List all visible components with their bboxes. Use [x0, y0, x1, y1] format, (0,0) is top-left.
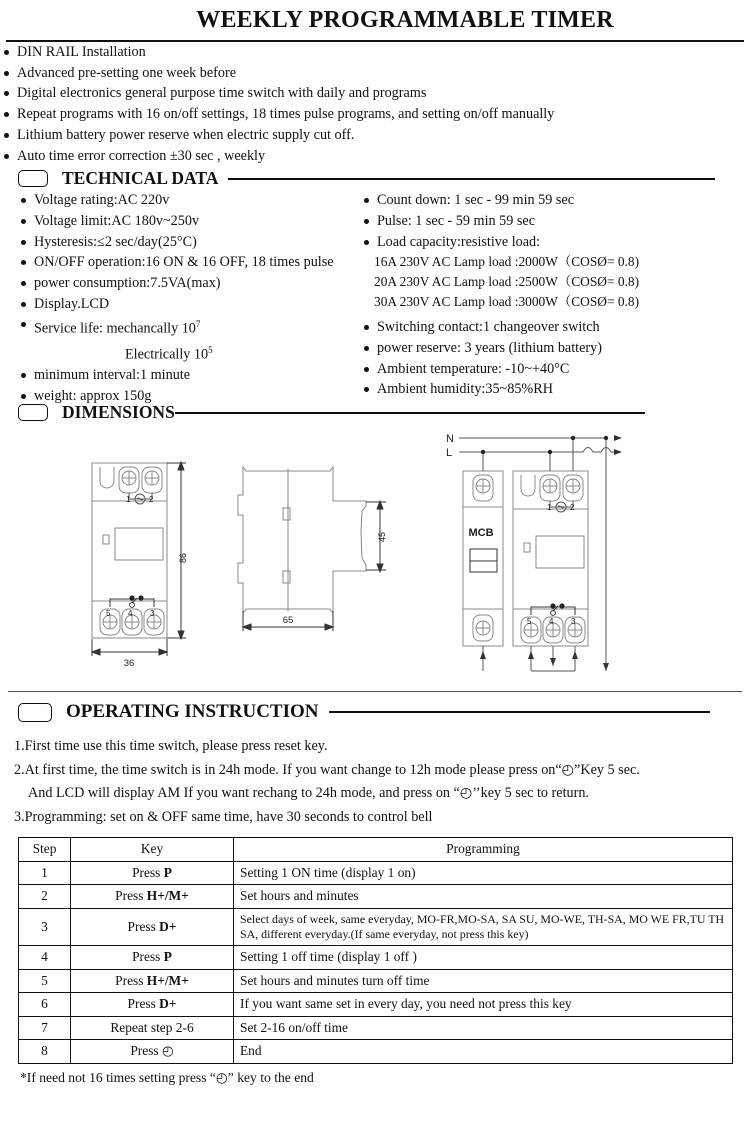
feature-list [0, 42, 750, 166]
neutral-label: N [446, 433, 454, 446]
list-item: Pulse: 1 sec - 59 min 59 sec [360, 211, 750, 232]
table-row [19, 885, 733, 909]
list-item: Ambient temperature: -10~+40°C [360, 359, 750, 380]
table-row [19, 993, 733, 1017]
svg-text:5: 5 [527, 617, 532, 627]
operating-step: 3.Programming: set on & OFF same time, have 30 seconds to control bell [14, 808, 433, 825]
electrically-exponent: 5 [208, 344, 213, 355]
operating-step: 2.At first time, the time switch is in 24h mode. If you want change to 12h mode please press on“◴”Key 5 sec. [14, 761, 640, 778]
list-item: ON/OFF operation:16 ON & 16 OFF, 18 times pulse [17, 252, 389, 273]
cell-key [71, 946, 234, 970]
section-marker-icon [18, 703, 52, 722]
column-header-programming: Programming [234, 838, 733, 862]
cell-programming: Set 2-16 on/off time [234, 1016, 733, 1040]
service-life-item [17, 314, 389, 339]
operating-instruction-section [0, 701, 750, 1086]
key-button: H+/M+ [146, 888, 189, 904]
cell-step: 4 [19, 946, 71, 970]
key-text: Press [115, 972, 147, 988]
technical-data-body [0, 190, 750, 405]
service-life-label: Service life: mechancally 10 [34, 321, 196, 338]
mcb-label: MCB [468, 527, 494, 540]
cell-programming: If you want same set in every day, you need not press this key [234, 993, 733, 1017]
cell-programming: Setting 1 ON time (display 1 on) [234, 861, 733, 885]
svg-text:2: 2 [570, 503, 575, 513]
cell-key [71, 908, 234, 946]
cell-key [71, 861, 234, 885]
key-text: Press [127, 996, 160, 1012]
svg-text:1: 1 [547, 503, 552, 513]
list-item: Hysteresis:≤2 sec/day(25°C) [17, 232, 389, 253]
svg-text:3: 3 [571, 617, 576, 627]
list-item: weight: approx 150g [17, 386, 389, 407]
side-height-label: 45 [377, 532, 387, 543]
operating-step: 1.First time use this time switch, please press reset key. [14, 738, 328, 755]
cell-step: 1 [19, 861, 71, 885]
column-header-step: Step [19, 838, 71, 862]
section-title: TECHNICAL DATA [62, 168, 219, 189]
key-text: Press [132, 949, 164, 965]
dimensions-bottom-divider [8, 691, 742, 692]
list-item: Voltage rating:AC 220v [17, 190, 389, 211]
cell-key [71, 1040, 234, 1064]
list-item: power reserve: 3 years (lithium battery) [360, 338, 750, 359]
key-button: H+/M+ [146, 972, 189, 988]
right-bottom-list [360, 317, 750, 400]
svg-text:2: 2 [149, 495, 154, 505]
load-capacity-line: 20A 230V AC Lamp load :2500W（COSØ= 0.8) [374, 273, 640, 289]
section-marker-icon [18, 404, 48, 421]
cell-step: 8 [19, 1040, 71, 1064]
key-text: Press ◴ [130, 1043, 174, 1059]
column-header-key: Key [71, 838, 234, 862]
page-title: WEEKLY PROGRAMMABLE TIMER [196, 7, 614, 33]
table-row [19, 946, 733, 970]
key-button: P [163, 864, 172, 880]
section-marker-icon [18, 170, 48, 187]
programming-table [18, 837, 733, 1064]
section-header-operating-instruction [0, 701, 750, 723]
dimensions-drawings [0, 423, 750, 695]
service-life-exponent: 7 [195, 319, 201, 330]
svg-text:4: 4 [128, 609, 133, 619]
table-row [19, 969, 733, 993]
front-width-label: 36 [123, 658, 135, 670]
svg-text:1: 1 [126, 495, 131, 505]
cell-step: 7 [19, 1016, 71, 1040]
cell-key [71, 885, 234, 909]
list-item: Advanced pre-setting one week before [0, 63, 750, 84]
cell-key [71, 993, 234, 1017]
list-item: Switching contact:1 changeover switch [360, 317, 750, 338]
svg-text:3: 3 [150, 609, 155, 619]
svg-text:4: 4 [549, 617, 554, 627]
section-divider [175, 412, 645, 414]
cell-programming: End [234, 1040, 733, 1064]
table-header-row [19, 838, 733, 862]
table-row [19, 1016, 733, 1040]
electrically-label: Electrically 10 [125, 346, 209, 363]
electrically-item [17, 340, 389, 365]
load-capacity-line: 16A 230V AC Lamp load :2000W（COSØ= 0.8) [374, 254, 640, 270]
key-text: Press [132, 864, 164, 880]
operating-step: And LCD will display AM If you want rechang to 24h mode, and press on “◴’’key 5 sec to return. [28, 785, 589, 802]
cell-key [71, 1016, 234, 1040]
key-text: Press [115, 888, 147, 904]
section-header-technical-data [0, 168, 750, 189]
cell-programming: Select days of week, same everyday, MO-FR,MO-SA, SA SU, MO-WE, TH-SA, MO WE FR,TU TH SA, different everyday.(If same everyday, not press this key) [234, 908, 733, 946]
cell-programming: Set hours and minutes [234, 885, 733, 909]
list-item: Voltage limit:AC 180v~250v [17, 211, 389, 232]
cell-step: 5 [19, 969, 71, 993]
section-title: DIMENSIONS [62, 402, 175, 423]
technical-data-right-column [360, 190, 750, 400]
key-text: Press [127, 918, 160, 934]
list-item: minimum interval:1 minute [17, 365, 389, 386]
list-item: Auto time error correction ±30 sec , weekly [0, 146, 750, 167]
list-item: Lithium battery power reserve when electric supply cut off. [0, 125, 750, 146]
operating-steps [14, 735, 750, 829]
list-item: Count down: 1 sec - 99 min 59 sec [360, 190, 750, 211]
section-title: OPERATING INSTRUCTION [66, 701, 319, 723]
right-top-list [360, 190, 750, 252]
cell-step: 3 [19, 908, 71, 946]
cell-programming: Setting 1 off time (display 1 off ) [234, 946, 733, 970]
key-button: D+ [159, 996, 177, 1012]
side-depth-label: 65 [282, 615, 294, 627]
cell-key [71, 969, 234, 993]
section-divider [329, 711, 711, 713]
cell-programming: Set hours and minutes turn off time [234, 969, 733, 993]
key-text: Repeat step 2-6 [110, 1019, 194, 1035]
section-divider [228, 178, 715, 180]
list-item: DIN RAIL Installation [0, 42, 750, 63]
cell-step: 6 [19, 993, 71, 1017]
list-item: Display.LCD [17, 294, 389, 315]
load-capacity-line: 30A 230V AC Lamp load :3000W（COSØ= 0.8) [374, 293, 640, 309]
technical-data-left-column [17, 190, 389, 407]
list-item: power consumption:7.5VA(max) [17, 273, 389, 294]
list-item: Load capacity:resistive load: [360, 232, 750, 253]
key-button: D+ [159, 918, 177, 934]
list-item: Digital electronics general purpose time switch with daily and programs [0, 83, 750, 104]
list-item: Repeat programs with 16 on/off settings, 18 times pulse programs, and setting on/off manually [0, 104, 750, 125]
dimension-diagram-svg [0, 423, 750, 693]
table-row [19, 861, 733, 885]
line-label: L [446, 447, 453, 460]
table-row [19, 908, 733, 946]
svg-text:5: 5 [106, 609, 111, 619]
list-item: Ambient humidity:35~85%RH [360, 379, 750, 400]
table-footnote: *If need not 16 times setting press “◴” key to the end [20, 1069, 314, 1085]
key-button: P [163, 949, 172, 965]
table-row [19, 1040, 733, 1064]
cell-step: 2 [19, 885, 71, 909]
front-height-label: 86 [178, 553, 188, 564]
